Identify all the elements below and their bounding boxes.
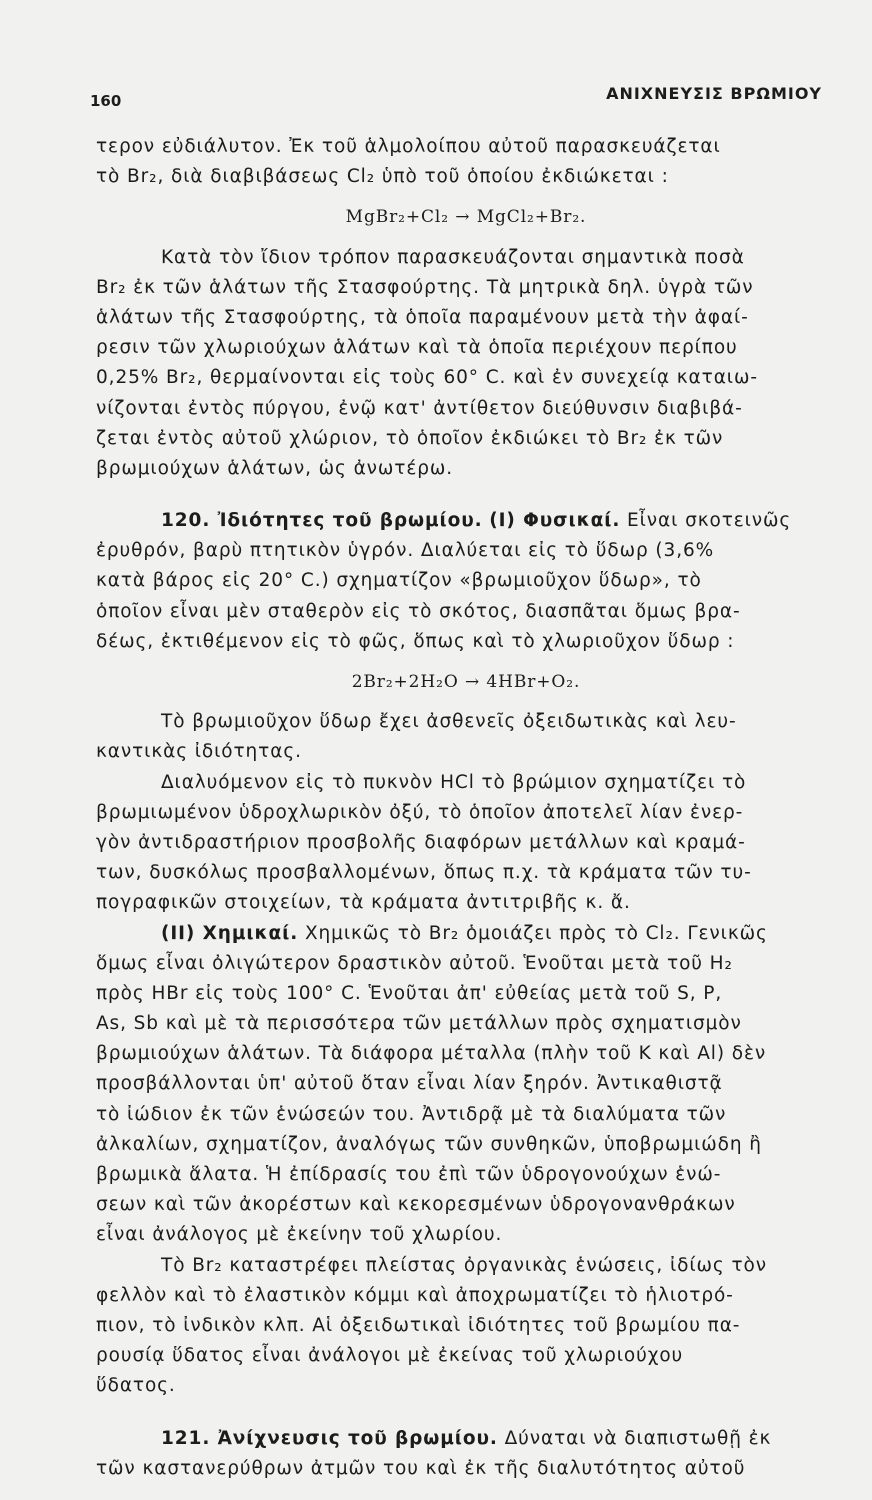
text-line: Κατὰ τὸν ἴδιον τρόπον παρασκευάζονται σημαντικὰ ποσὰ — [161, 246, 745, 268]
text-line: τερον εὐδιάλυτον. Ἐκ τοῦ ἁλμολοίπου αὐτοῦ παρασκευάζεται — [96, 136, 721, 157]
text-line: ζεται ἐντὸς αὐτοῦ χλώριον, τὸ ὁποῖον ἐκδιώκει τὸ Br₂ ἐκ τῶν — [96, 427, 724, 449]
subsection-heading: (Ι) Φυσικαί. — [489, 510, 621, 532]
text-line: τῶν καστανερύθρων ἀτμῶν του καὶ ἐκ τῆς διαλυτότητος αὐτοῦ — [96, 1457, 746, 1479]
text-line: βρωμιούχων ἁλάτων, ὡς ἀνωτέρω. — [96, 457, 454, 479]
text-fragment: Δύναται νὰ διαπιστωθῇ ἐκ — [504, 1427, 772, 1449]
text-line: τὸ Br₂, διὰ διαβιβάσεως Cl₂ ὑπὸ τοῦ ὁποίου ἐκδιώκεται : — [96, 166, 669, 188]
text-line: πιον, τὸ ἰνδικὸν κλπ. Αἱ ὀξειδωτικαὶ ἰδιότητες τοῦ βρωμίου πα- — [96, 1314, 741, 1336]
text-fragment: Εἶναι σκοτεινῶς — [627, 510, 792, 532]
text-line: ρεσιν τῶν χλωριούχων ἁλάτων καὶ τὰ ὁποῖα περιέχουν περίπου — [96, 337, 738, 359]
text-line: ὅμως εἶναι ὀλιγώτερον δραστικὸν αὐτοῦ. Ἑνοῦται μετὰ τοῦ H₂ — [96, 952, 733, 974]
text-line: ρουσίᾳ ὕδατος εἶναι ἀνάλογοι μὲ ἐκείνας τοῦ χλωριούχου — [96, 1345, 684, 1367]
equation: MgBr₂+Cl₂ → MgCl₂+Br₂. — [345, 207, 587, 228]
text-line: Διαλυόμενον εἰς τὸ πυκνὸν HCl τὸ βρώμιον σχηματίζει τὸ — [161, 771, 747, 793]
text-line: Τὸ Br₂ καταστρέφει πλείστας ὀργανικὰς ἑνώσεις, ἰδίως τὸν — [161, 1254, 767, 1276]
text-line: κατὰ βάρος εἰς 20° C.) σχηματίζον «βρωμιοῦχον ὕδωρ», τὸ — [96, 570, 702, 592]
text-line: δέως, ἐκτιθέμενον εἰς τὸ φῶς, ὅπως καὶ τὸ χλωριοῦχον ὕδωρ : — [96, 630, 735, 652]
page-body — [96, 132, 836, 1484]
text-line: καντικὰς ἰδιότητας. — [96, 741, 302, 763]
text-line: εἶναι ἀνάλογος μὲ ἐκείνην τοῦ χλωρίου. — [96, 1224, 503, 1246]
equation: 2Br₂+2H₂O → 4HBr+O₂. — [351, 672, 581, 692]
text-line: προσβάλλονται ὑπ' αὐτοῦ ὅταν εἶναι λίαν ξηρόν. Ἀντικαθιστᾷ — [96, 1073, 723, 1095]
text-line: τὸ ἰώδιον ἐκ τῶν ἑνώσεών του. Ἀντιδρᾷ μὲ τὰ διαλύματα τῶν — [96, 1103, 727, 1125]
text-line: ὕδατος. — [96, 1375, 176, 1397]
page-header — [90, 80, 822, 110]
text-line: ἐρυθρόν, βαρὺ πτητικὸν ὑγρόν. Διαλύεται εἰς τὸ ὕδωρ (3,6% — [96, 540, 715, 562]
subsection-heading: (ΙΙ) Χημικαί. — [161, 922, 299, 944]
text-line: βρωμιούχων ἁλάτων. Τὰ διάφορα μέταλλα (πλὴν τοῦ K καὶ Al) δὲν — [96, 1043, 767, 1065]
running-head: ΑΝΙΧΝΕΥΣΙΣ ΒΡΩΜΙΟΥ — [606, 84, 822, 103]
section-heading: 120. Ἰδιότητες τοῦ βρωμίου. — [161, 510, 483, 532]
text-line: ὁποῖον εἶναι μὲν σταθερὸν εἰς τὸ σκότος, διασπᾶται ὅμως βρα- — [96, 600, 741, 622]
text-line: σεων καὶ τῶν ἀκορέστων καὶ κεκορεσμένων ὑδρογονανθράκων — [96, 1194, 736, 1216]
text-line: νίζονται ἐντὸς πύργου, ἐνῷ κατ' ἀντίθετον διεύθυνσιν διαβιβά- — [96, 397, 743, 419]
text-line: των, δυσκόλως προσβαλλομένων, ὅπως π.χ. τὰ κράματα τῶν τυ- — [96, 862, 752, 884]
text-line: βρωμιωμένον ὑδροχλωρικὸν ὀξύ, τὸ ὁποῖον ἀποτελεῖ λίαν ἐνερ- — [96, 801, 744, 823]
text-line: γὸν ἀντιδραστήριον προσβολῆς διαφόρων μετάλλων καὶ κραμά- — [96, 831, 746, 853]
text-line: φελλὸν καὶ τὸ ἐλαστικὸν κόμμι καὶ ἀποχρωματίζει τὸ ἡλιοτρό- — [96, 1284, 734, 1306]
chemical-props-first-line — [96, 919, 836, 949]
section-121-first-line — [96, 1424, 836, 1454]
text-line: ἀλκαλίων, σχηματίζον, ἀναλόγως τῶν συνθηκῶν, ὑποβρωμιώδη ἢ — [96, 1133, 762, 1155]
page-number: 160 — [90, 92, 122, 110]
text-line: Τὸ βρωμιοῦχον ὕδωρ ἔχει ἀσθενεῖς ὀξειδωτικὰς καὶ λευ- — [161, 711, 737, 733]
text-line: 0,25% Br₂, θερμαίνονται εἰς τοὺς 60° C. καὶ ἐν συνεχείᾳ καταιω- — [96, 367, 758, 389]
text-fragment: Χημικῶς τὸ Br₂ ὁμοιάζει πρὸς τὸ Cl₂. Γενικῶς — [304, 922, 768, 944]
text-line: πρὸς HBr εἰς τοὺς 100° C. Ἑνοῦται ἀπ' εὐθείας μετὰ τοῦ S, P, — [96, 982, 723, 1004]
text-line: πογραφικῶν στοιχείων, τὰ κράματα ἀντιτριβῆς κ. ἄ. — [96, 892, 631, 914]
text-line: ἁλάτων τῆς Στασφούρτης, τὰ ὁποῖα παραμένουν μετὰ τὴν ἀφαί- — [96, 306, 749, 328]
section-heading: 121. Ἀνίχνευσις τοῦ βρωμίου. — [161, 1427, 498, 1449]
text-line: Br₂ ἐκ τῶν ἁλάτων τῆς Στασφούρτης. Τὰ μητρικὰ δηλ. ὑγρὰ τῶν — [96, 276, 754, 298]
text-line: βρωμικὰ ἅλατα. Ἡ ἐπίδρασίς του ἐπὶ τῶν ὑδρογονούχων ἑνώ- — [96, 1164, 722, 1185]
text-line: As, Sb καὶ μὲ τὰ περισσότερα τῶν μετάλλων πρὸς σχηματισμὸν — [96, 1013, 742, 1035]
section-120-first-line — [96, 506, 836, 536]
